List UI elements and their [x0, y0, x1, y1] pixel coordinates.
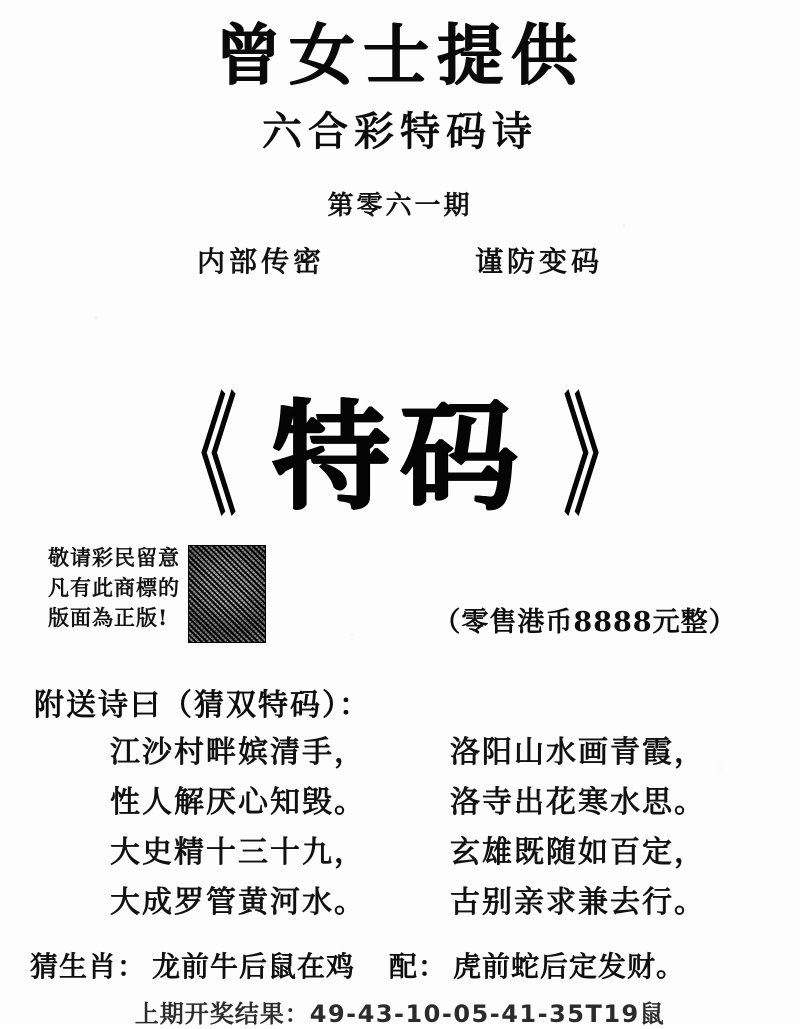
last-draw-numbers: 49-43-10-05-41-35T19鼠	[309, 1000, 666, 1028]
bracket-left-icon: 《	[165, 380, 237, 533]
zodiac-primary: 龙前牛后鼠在鸡	[152, 950, 356, 983]
issue-number: 第零六一期	[327, 191, 473, 221]
last-draw-label: 上期开奖结果：	[134, 1000, 310, 1028]
page-subtitle: 六合彩特码诗	[262, 108, 538, 155]
trademark-block	[48, 543, 348, 643]
poem-heading: 附送诗曰（猜双特码）：	[34, 688, 371, 723]
page-title: 曾女士提供	[215, 16, 585, 94]
zodiac-guess-row	[30, 945, 780, 985]
poem-column-left	[0, 728, 400, 928]
trademark-line-1: 敬请彩民留意	[48, 545, 180, 570]
notice-left: 内部传密	[196, 245, 325, 278]
trademark-text	[48, 543, 180, 632]
trademark-line-3: 版面為正版!	[48, 604, 169, 630]
feature-word: 特码	[271, 387, 528, 527]
trademark-stamp-icon	[188, 545, 266, 643]
notice-right: 谨防变码	[475, 245, 604, 278]
notice-row	[0, 240, 800, 280]
poem-line: 大成罗管黄河水。	[110, 885, 366, 921]
zodiac-pair-label: 配：	[389, 950, 448, 983]
poem-line: 大史精十三十九，	[110, 835, 366, 871]
poem-line: 古别亲求兼去行。	[450, 885, 706, 921]
poem-line: 玄雄既随如百定，	[450, 835, 706, 871]
poem-line: 江沙村畔嫔清手，	[110, 735, 366, 770]
retail-price: （零售港币8888元整）	[433, 607, 737, 638]
zodiac-secondary: 虎前蛇后定发财。	[453, 950, 686, 983]
poem-line: 洛寺出花寒水思。	[450, 785, 706, 821]
bracket-right-icon: 》	[563, 380, 635, 533]
zodiac-label: 猜生肖：	[30, 950, 147, 983]
poem-column-right	[400, 728, 800, 928]
trademark-line-2: 凡有此商標的	[48, 574, 180, 600]
poem-grid	[0, 728, 800, 928]
poem-line: 洛阳山水画青霞，	[450, 735, 706, 770]
poem-line: 性人解厌心知毁。	[110, 785, 366, 821]
centerpiece	[0, 380, 800, 533]
